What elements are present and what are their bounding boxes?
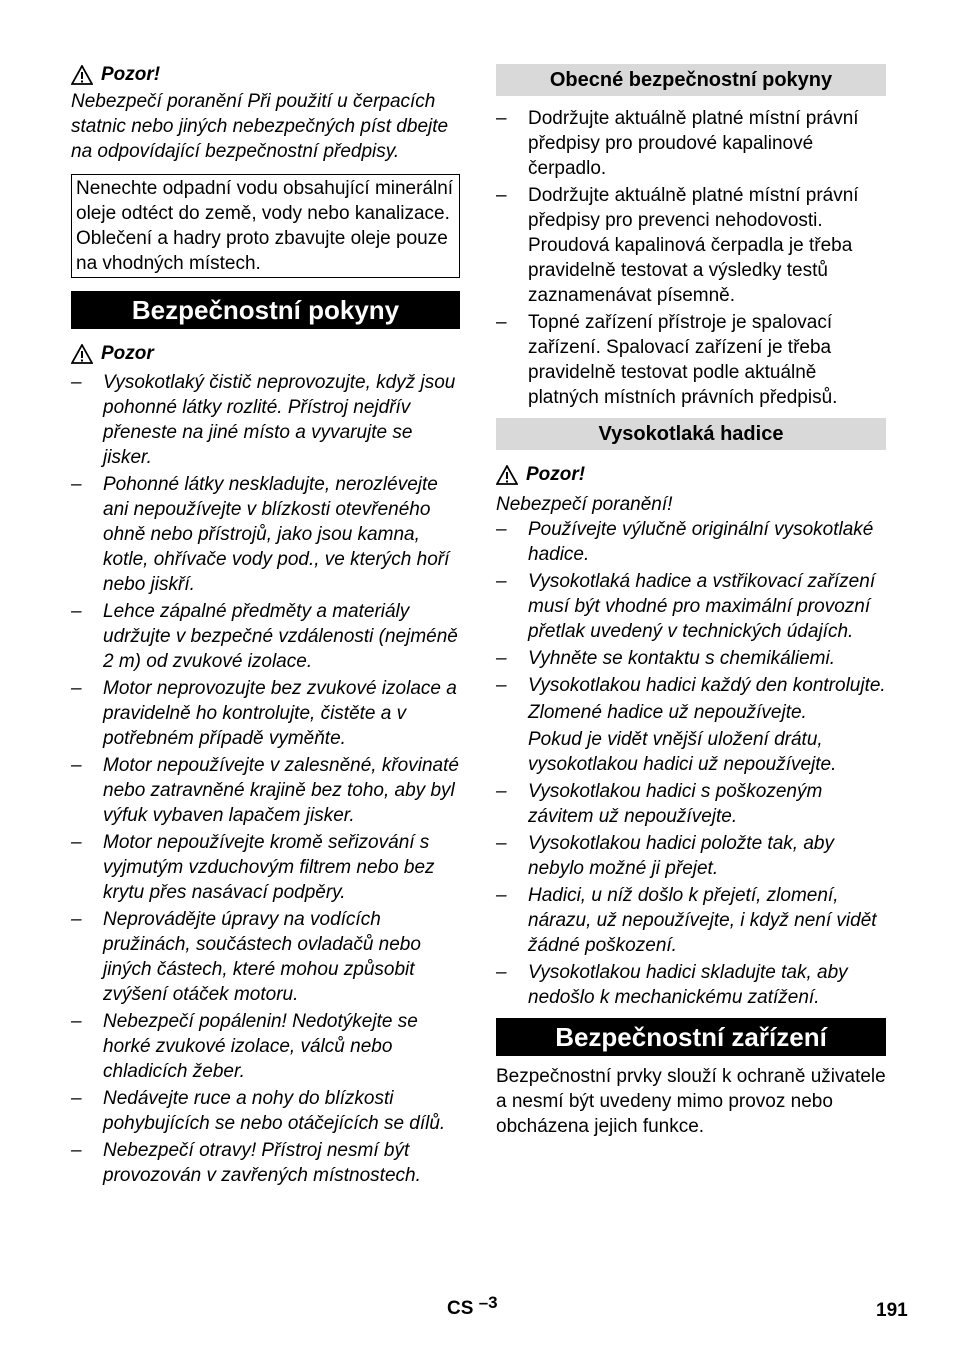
list-item: – Lehce zápalné předměty a materiály udržujte v bezpečné vzdálenosti (nejméně 2 m) od zvukové izolace.: [71, 601, 458, 672]
list-item: – Nedávejte ruce a nohy do blízkosti pohybujících se nebo otáčejících se dílů.: [71, 1088, 446, 1134]
section-title-hose: Vysokotlaká hadice: [496, 418, 886, 450]
hose-sub-text: Zlomené hadice už nepoužívejte.: [528, 702, 807, 723]
footer-dash: –: [478, 1293, 489, 1312]
list-item: – Neprovádějte úpravy na vodících pružinách, součástech ovladačů nebo jiných částech, které mohou způsobit zvýšení otáček motoru.: [71, 909, 421, 1005]
right-column: [496, 64, 886, 1139]
note-box: [71, 174, 460, 278]
list-item: – Motor neprovozujte bez zvukové izolace a pravidelně ho kontrolujte, čistěte a v potřebném případě vyměňte.: [71, 678, 457, 749]
footer-lang: CS: [447, 1298, 474, 1319]
safety-list: [71, 370, 460, 1188]
list-item: – Vysokotlakou hadici s poškozeným závitem už nepoužívejte.: [496, 781, 823, 827]
hose-list: [496, 517, 886, 698]
list-item: – Pohonné látky neskladujte, nerozlévejte ani nepoužívejte v blízkosti otevřeného ohně nebo přístrojů, jako jsou kamna, kotle, ohřívače vody pod., ve kterých hoří nebo jiskří.: [71, 474, 450, 595]
warning-text: Nebezpečí poranění!: [496, 494, 673, 515]
list-item: – Dodržujte aktuálně platné místní právní předpisy pro proudové kapalinové čerpadlo.: [496, 108, 859, 179]
list-item: – Hadici, u níž došlo k přejetí, zlomení, nárazu, už nepoužívejte, i když není vidět žádné poškození.: [496, 885, 877, 956]
warning-triangle-icon: [496, 465, 518, 485]
list-item: – Používejte výlučně originální vysokotlaké hadice.: [496, 519, 874, 565]
hose-list-continued: [496, 779, 886, 1010]
warning-text: Nebezpečí poranění Při použití u čerpacích statnic nebo jiných nebezpečných píst dbejte na odpovídající bezpečnostní předpisy.: [71, 91, 449, 162]
section-title-devices: Bezpečnostní zařízení: [496, 1018, 886, 1056]
warning-heading: [71, 62, 460, 87]
page-number: 191: [876, 1300, 908, 1321]
warning-heading: [496, 462, 886, 487]
list-item: – Vysokotlaká hadice a vstřikovací zařízení musí být vhodné pro maximální provozní přetlak uvedený v technických údajích.: [496, 571, 876, 642]
left-column: [71, 62, 460, 1190]
list-item: – Dodržujte aktuálně platné místní právní předpisy pro prevenci nehodovosti. Proudová kapalinová čerpadla je třeba pravidelně testovat a výsledky testů zaznamenávat písemně.: [496, 185, 859, 306]
warning-title: Pozor!: [101, 64, 161, 85]
list-item: – Motor nepoužívejte v zalesněné, křovinaté nebo zatravněné krajině bez toho, aby byl výfuk vybaven lapačem jisker.: [71, 755, 459, 826]
note-text: Nenechte odpadní vodu obsahující minerální oleje odtéct do země, vody nebo kanalizace. Oblečení a hadry proto zbavujte oleje pouze na vhodných místech.: [76, 178, 454, 274]
footer-section-label: [447, 1293, 498, 1321]
list-item: – Vyhněte se kontaktu s chemikáliemi.: [496, 648, 835, 669]
list-item: – Vysokotlakou hadici každý den kontrolujte.: [496, 675, 886, 696]
list-item: – Vysokotlakou hadici skladujte tak, aby nedošlo k mechanickému zatížení.: [496, 962, 848, 1008]
section-title-safety: Bezpečnostní pokyny: [71, 291, 460, 329]
list-item: – Motor nepoužívejte kromě seřizování s vyjmutým vzduchovým filtrem nebo bez krytu přes nasávací podpěry.: [71, 832, 435, 903]
list-item: – Vysokotlaký čistič neprovozujte, když jsou pohonné látky rozlité. Přístroj nejdřív přeneste na jiné místo a vyvarujte se jisker.: [71, 372, 456, 468]
list-item: – Nebezpečí popálenin! Nedotýkejte se horké zvukové izolace, válců nebo chladicích žeber.: [71, 1011, 418, 1082]
warning-title: Pozor!: [526, 464, 586, 485]
warning-title: Pozor: [101, 343, 154, 364]
footer-section-page: 3: [488, 1293, 498, 1312]
warning-triangle-icon: [71, 65, 93, 85]
list-item: – Nebezpečí otravy! Přístroj nesmí být provozován v zavřených místnostech.: [71, 1140, 421, 1186]
warning-heading: [71, 341, 460, 366]
list-item: – Topné zařízení přístroje je spalovací zařízení. Spalovací zařízení je třeba pravidelně testovat podle aktuálně platných místních právních předpisů.: [496, 312, 838, 408]
warning-triangle-icon: [71, 344, 93, 364]
general-list: [496, 106, 886, 410]
devices-text: Bezpečnostní prvky slouží k ochraně uživatele a nesmí být uvedeny mimo provoz nebo obcházena jejich funkce.: [496, 1066, 886, 1137]
hose-sub-text: Pokud je vidět vnější uložení drátu, vysokotlakou hadici už nepoužívejte.: [528, 729, 837, 775]
list-item: – Vysokotlakou hadici položte tak, aby nebylo možné ji přejet.: [496, 833, 834, 879]
section-title-general: Obecné bezpečnostní pokyny: [496, 64, 886, 96]
